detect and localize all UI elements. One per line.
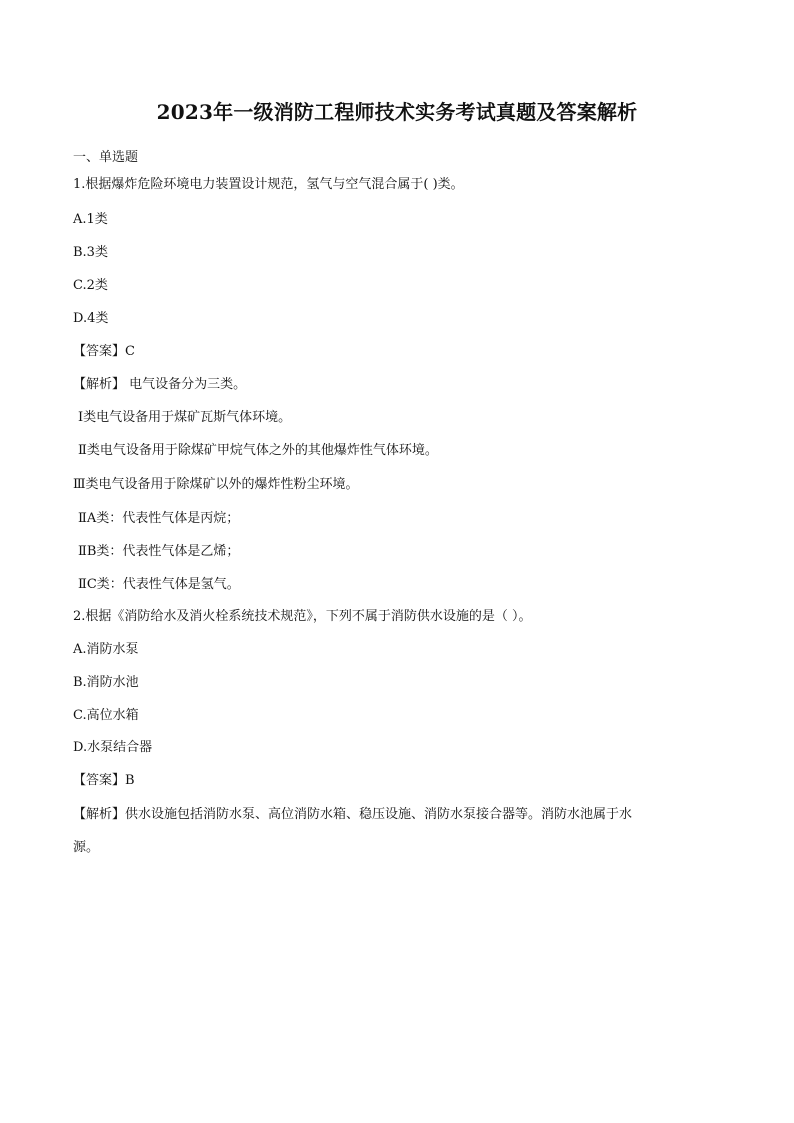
question-2-answer: 【答案】B [73,773,135,788]
question-1-option-d: D.4类 [73,311,109,326]
question-2-option-d: D.水泵结合器 [73,740,153,755]
question-1-option-b: B.3类 [73,245,108,260]
question-1-option-c: C.2类 [73,278,108,293]
question-1-analysis-line: ⅡB类：代表性气体是乙烯； [78,544,240,559]
question-2-stem: 2.根据《消防给水及消火栓系统技术规范》，下列不属于消防供水设施的是（ ）。 [73,609,532,624]
question-2-option-b: B.消防水池 [73,675,139,690]
question-1-option-a: A.1类 [73,212,108,227]
question-1-analysis-line: ⅡA类：代表性气体是丙烷； [78,511,240,526]
question-1-answer: 【答案】C [73,344,135,359]
question-1-analysis-line: Ⅰ类电气设备用于煤矿瓦斯气体环境。 [78,410,292,425]
document-title: 2023年一级消防工程师技术实务考试真题及答案解析 [156,100,638,124]
question-2-option-c: C.高位水箱 [73,708,139,723]
question-1-stem: 1.根据爆炸危险环境电力装置设计规范，氢气与空气混合属于( )类。 [73,177,464,192]
question-1-analysis-line: Ⅱ类电气设备用于除煤矿甲烷气体之外的其他爆炸性气体环境。 [78,443,438,458]
question-1-analysis-line: 【解析】 电气设备分为三类。 [73,377,247,392]
question-1-analysis-line: Ⅲ类电气设备用于除煤矿以外的爆炸性粉尘环境。 [73,477,359,492]
question-1-analysis-line: ⅡC类：代表性气体是氢气。 [78,577,240,592]
question-2-analysis-paragraph: 【解析】供水设施包括消防水泵、高位消防水箱、稳压设施、消防水泵接合器等。消防水池属于水源。 [73,807,633,855]
question-2-option-a: A.消防水泵 [73,642,139,657]
section-heading: 一、单选题 [73,150,139,165]
